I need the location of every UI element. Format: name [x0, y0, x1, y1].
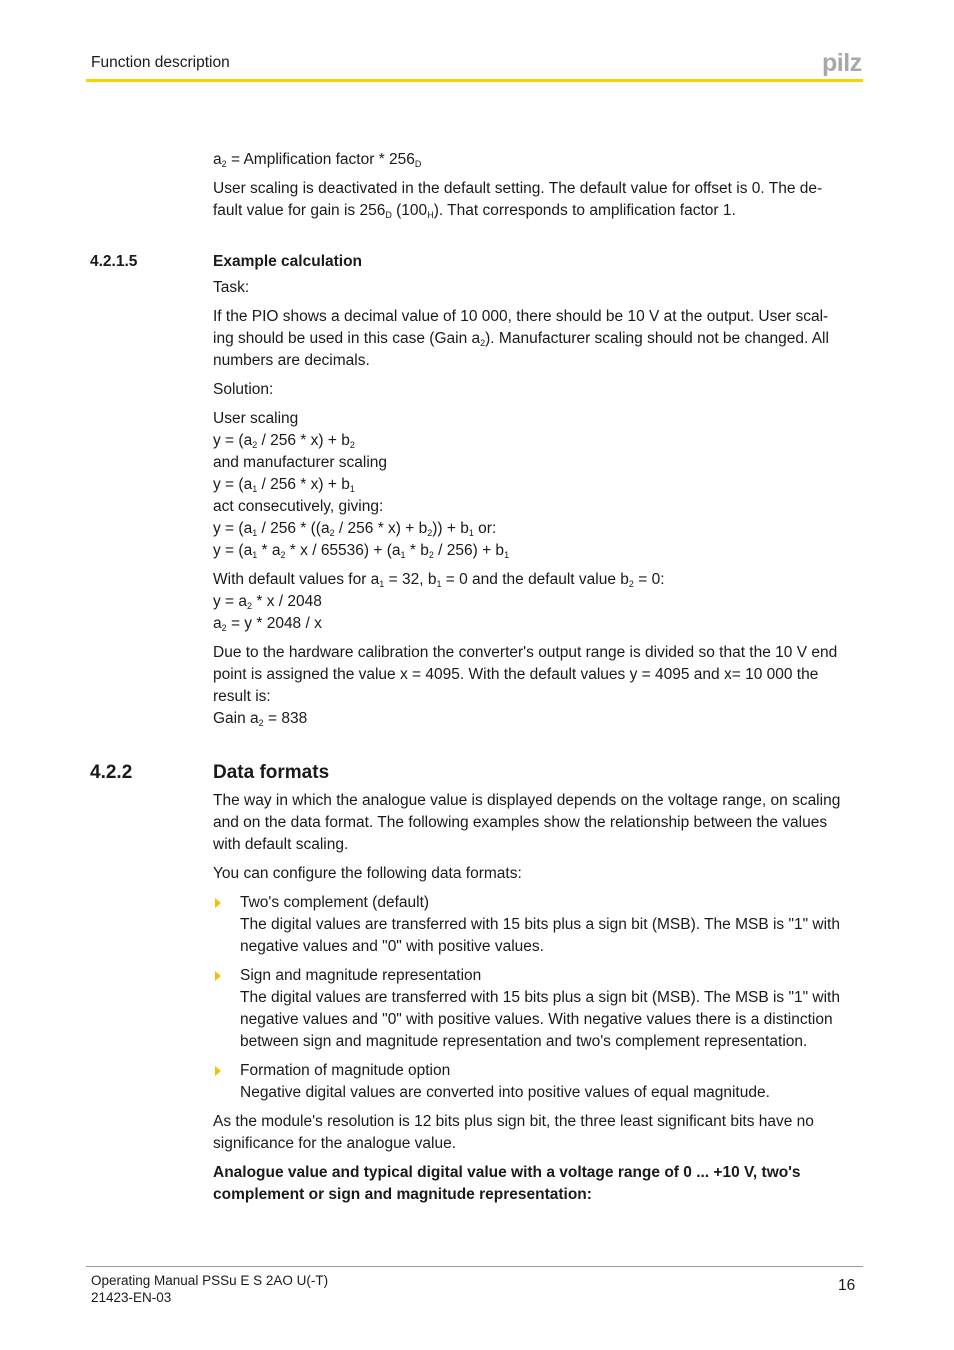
equations-block: User scaling $y = (a_2 / 256 * x) + b_2$ and manufacturer scaling $y = (a_1 / 256 * x) + b_1$ act consecutively, giving: $y = (a_1 / 256 * ((a_2 / 256 * x) + b_2)) + b_1$ or: $y = (a_1 * a_2 * x / 65536) + (a_1 * b_2 / 256) + b_1$ — [213, 410, 510, 560]
task-label: Task: — [213, 279, 250, 296]
default-values-block: With default values for $a_1 = 32$, $b_1 = 0$ and the default value $b_2 = 0$: $y = a_2 * x / 2048$ $a_2 = y * 2048 / x$ — [213, 571, 665, 633]
data-formats-intro: The way in which the analogue value is displayed depends on the voltage range, on scaling and on the data format. The following examples show the relationship between the values with default scaling. — [213, 792, 841, 853]
list-item: Sign and magnitude representation The digital values are transferred with 15 bits plus a sign bit (MSB). The MSB is "1" with negative values and "0" with positive values. With negative values there is a distinction between sign and magnitude representation and two's complement representation. — [213, 965, 863, 1053]
configure-text: You can configure the following data formats: — [213, 865, 522, 882]
section-number: 4.2.2 — [90, 762, 133, 783]
section-title: Data formats — [213, 762, 330, 783]
bullet-arrow-icon — [215, 898, 221, 908]
footer-document-info — [91, 1272, 328, 1306]
task-paragraph: If the PIO shows a decimal value of 10 000, there should be 10 V at the output. User scal- ing should be used in this case (Gain $a_2$). Manufacturer scaling should not be changed. All numbers are decimals. — [213, 308, 829, 369]
section-title: Example calculation — [213, 253, 363, 270]
footer-doc-number: 21423-EN-03 — [91, 1290, 172, 1305]
example-calculation-body — [213, 277, 863, 737]
resolution-paragraph: As the module's resolution is 12 bits plus sign bit, the three least significant bits have no significance for the analogue value. — [213, 1113, 814, 1152]
calibration-paragraph: Due to the hardware calibration the converter's output range is divided so that the 10 V end point is assigned the value x = 4095. With the default values y = 4095 and x= 10 000 the result is: Gain $a_2 = 838$ — [213, 644, 838, 728]
bullet-arrow-icon — [215, 971, 221, 981]
table-caption: Analogue value and typical digital value with a voltage range of 0 ... +10 V, two's complement or sign and magnitude representation: — [213, 1164, 801, 1203]
header-title: Function description — [91, 54, 230, 71]
footer-manual-title: Operating Manual PSSu E S 2AO U(-T) — [91, 1273, 329, 1288]
list-item: Two's complement (default) The digital values are transferred with 15 bits plus a sign bit (MSB). The MSB is "1" with negative values and "0" with positive values. — [213, 892, 863, 958]
list-item: Formation of magnitude option Negative digital values are converted into positive values of equal magnitude. — [213, 1060, 863, 1104]
intro-block — [213, 149, 863, 229]
logo-text: pilz — [822, 50, 862, 76]
amplification-formula: $a_2$ = Amplification factor * $256_D$ — [213, 151, 422, 169]
default-setting-paragraph: User scaling is deactivated in the default setting. The default value for offset is 0. The de- fault value for gain is $256_D$ $(100_H)$. That corresponds to amplification factor 1. — [213, 180, 823, 220]
data-formats-body — [213, 790, 863, 1213]
bullet-arrow-icon — [215, 1066, 221, 1076]
section-number: 4.2.1.5 — [90, 253, 138, 270]
solution-label: Solution: — [213, 381, 274, 398]
page-number: 16 — [838, 1277, 856, 1294]
header-rule — [86, 79, 863, 82]
pilz-logo — [822, 50, 864, 81]
footer-rule — [86, 1266, 863, 1267]
